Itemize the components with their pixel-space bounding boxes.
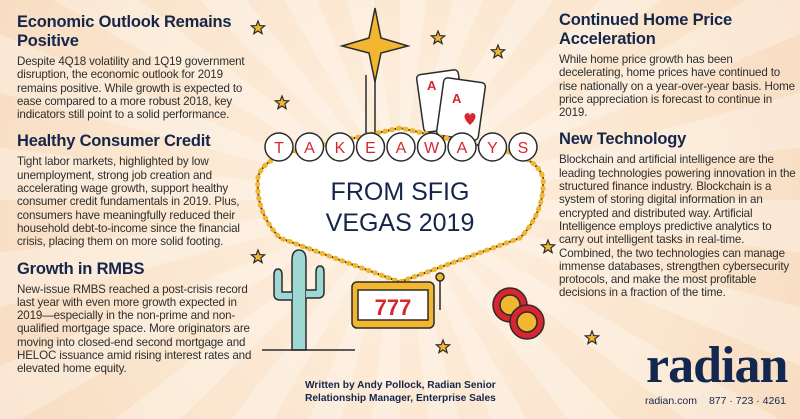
section-body: Blockchain and artificial intelligence are the leading technologies powering innovation in the structured finance industry. Blockchain is a system of storing digital information in an encrypted and distributed way. Artificial Intelligence employs predictive analytics to carry out intelligent tasks in real-time. Combined, the two technologies can manage immense databases, strengthen cybersecurity protocols, and make the most profitable decisions in a fraction of the time. [559,153,796,300]
marquee-letter: T [274,140,284,157]
svg-text:A: A [452,91,462,106]
slot-reels: 777 [374,295,412,320]
section-title: Economic Outlook Remains Positive [17,13,232,50]
byline-line-2: Relationship Manager, Enterprise Sales [305,393,496,404]
svg-text:A: A [427,78,437,93]
section-body: While home price growth has been decelerating, home prices have continued to rise nationally on a year-over-year basis. Home price appreciation is forecast to continue in 2019. [559,53,795,120]
marquee-letter: K [334,140,346,157]
star-icon [275,96,288,109]
section-body: Despite 4Q18 volatility and 1Q19 government disruption, the economic outlook for 2019 remains positive. While growth is expected to ease compared to a more robust 2018, key indicators still point to a solid performance. [17,55,245,122]
star-icon [585,331,598,344]
byline [305,379,496,405]
marquee-letter: S [517,140,529,157]
star-icon [431,31,444,44]
contact-info [645,395,798,408]
star-icon [541,240,554,253]
section-title: Healthy Consumer Credit [17,132,211,151]
byline-line-1: Written by Andy Pollock, Radian Senior [305,380,496,391]
section-title: New Technology [559,130,687,149]
sparkle-star-icon [342,8,408,135]
marquee-letter: A [456,140,468,157]
radian-logo: radian [646,337,788,394]
section-body: New-issue RMBS reached a post-crisis record last year with even more growth expected in 2019—especially in the non-prime and non-qualified mortgage space. More originators are moving into closed-end second mortgage and HELOC issuance amid rising interest rates and elevated home equity. [17,282,252,376]
marquee-letter: Y [487,140,498,157]
playing-cards-icon [416,69,486,140]
sign-line-1: FROM SFIG [330,178,470,206]
poker-chips-icon [493,288,544,339]
marquee-bulbs [265,133,537,161]
sign-line-2: VEGAS 2019 [325,209,475,237]
section-title: Continued Home Price Acceleration [559,11,732,48]
section-title: Growth in RMBS [17,259,145,278]
slot-machine-icon [352,273,444,328]
star-icon [436,340,449,353]
star-icon [251,250,264,263]
star-icon [491,45,504,58]
section-body: Tight labor markets, highlighted by low unemployment, strong job creation and accelerating wage growth, support healthy consumer credit fundamentals in 2019. Plus, consumers have meaningfully reduced their household debt-to-income since the financial crisis, placing them on more solid footing. [17,155,240,249]
star-icon [251,21,264,34]
marquee-letter: A [395,140,407,157]
marquee-letter: A [304,140,315,157]
phone-number: 877 · 723 · 4261 [708,395,787,407]
website-link[interactable]: radian.com [645,395,697,407]
marquee-letter: E [365,140,376,157]
cactus-icon [262,250,355,350]
marquee-letter: W [423,140,440,157]
